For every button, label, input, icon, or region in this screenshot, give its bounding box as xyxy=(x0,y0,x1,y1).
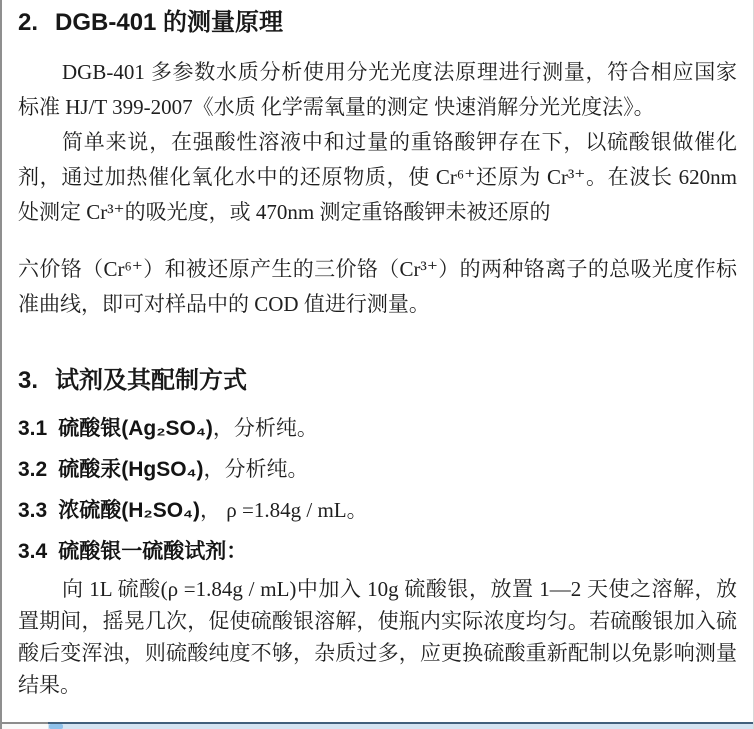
reagent-item-sulfuric-acid xyxy=(18,490,737,531)
paragraph-measurement-standard: DGB-401 多参数水质分析使用分光光度法原理进行测量，符合相应国家标准 HJ/T 399-2007《水质 化学需氧量的测定 快速消解分光光度法》。 xyxy=(18,60,737,119)
section-3-heading xyxy=(18,364,737,398)
reagent-item-number: 3.4 xyxy=(18,540,48,563)
paragraph-principle-continued: 六价铬（Cr⁶⁺）和被还原产生的三价铬（Cr³⁺）的两种铬离子的总吸光度作标准曲线，即可对样品中的 COD 值进行测量。 xyxy=(18,257,737,316)
reagent-item-name: 硫酸汞(HgSO₄) xyxy=(58,458,204,481)
reagent-item-silver-sulfate xyxy=(18,408,737,449)
paragraph-reagent-preparation: 向 1L 硫酸(ρ =1.84g / mL)中加入 10g 硫酸银，放置 1—2 天使之溶解，放置期间，摇晃几次，促使硫酸银溶解，使瓶内实际浓度均匀。若硫酸银加入硫酸后变浑浊，则硫酸纯度不够，杂质过多，应更换硫酸重新配制以免影响测量结果。 xyxy=(18,577,737,697)
reagent-list xyxy=(18,408,737,572)
reagent-item-mercury-sulfate xyxy=(18,449,737,490)
section-3-title: 试剂及其配制方式 xyxy=(55,367,248,394)
scrollbar-thumb[interactable] xyxy=(49,724,63,729)
reagent-item-note: ，分析纯。 xyxy=(212,416,318,440)
document-content xyxy=(2,0,753,701)
reagent-item-note: ，分析纯。 xyxy=(203,457,309,481)
section-2-heading xyxy=(18,6,737,40)
reagent-item-number: 3.2 xyxy=(18,458,48,481)
reagent-item-number: 3.3 xyxy=(18,499,48,522)
reagent-item-name: 浓硫酸(H₂SO₄) xyxy=(58,499,201,522)
paragraph-principle-explanation: 简单来说，在强酸性溶液中和过量的重铬酸钾存在下，以硫酸银做催化剂，通过加热催化氧化水中的还原物质，使 Cr⁶⁺还原为 Cr³⁺。在波长 620nm 处测定 Cr³⁺的吸光度，或 470nm 测定重铬酸钾未被还原的 xyxy=(18,130,737,224)
reagent-item-name: 硫酸银一硫酸试剂： xyxy=(58,540,248,563)
reagent-item-silver-sulfuric-reagent xyxy=(18,531,737,572)
reagent-item-name: 硫酸银(Ag₂SO₄) xyxy=(58,417,213,440)
scrollbar-track[interactable] xyxy=(48,722,753,729)
horizontal-scrollbar[interactable] xyxy=(2,722,753,729)
scrollbar-corner xyxy=(2,722,48,729)
section-2-number: 2. xyxy=(18,9,39,36)
section-2-title: DGB-401 的测量原理 xyxy=(55,9,284,36)
reagent-item-number: 3.1 xyxy=(18,417,48,440)
reagent-item-note: ， ρ =1.84g / mL。 xyxy=(200,498,368,522)
section-3-number: 3. xyxy=(18,367,39,394)
